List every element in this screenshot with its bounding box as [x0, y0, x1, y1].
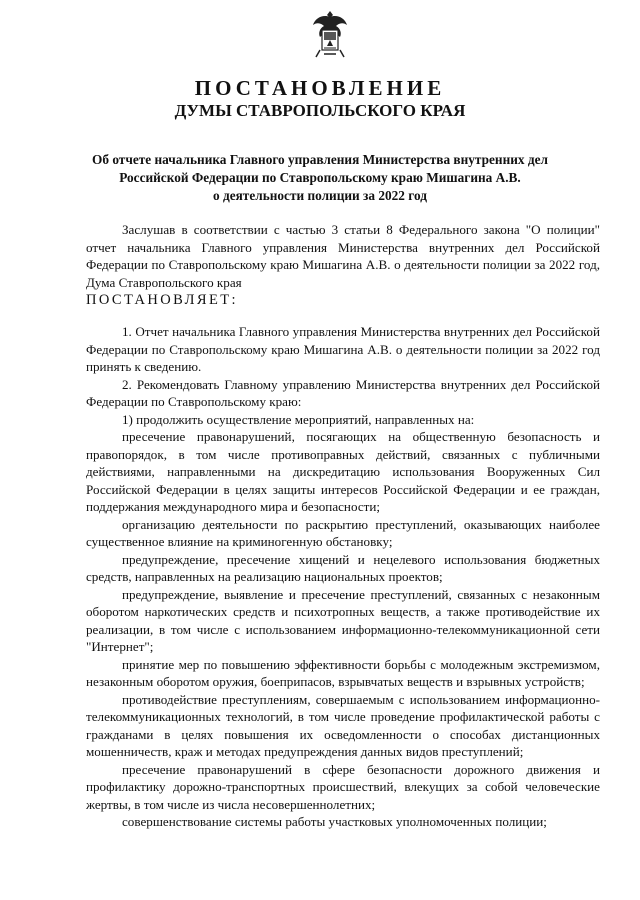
- issuing-body: ДУМЫ СТАВРОПОЛЬСКОГО КРАЯ: [174, 101, 466, 120]
- resolution-item: пресечение правонарушений в сфере безопасности дорожного движения и профилактику дорожно-транспортных происшествий, влекущих за собой человеческие жертвы, в том числе из числа несовершеннолетних;: [86, 761, 600, 812]
- subject-line: Российской Федерации по Ставропольскому краю Мишагина А.В.: [119, 170, 521, 185]
- resolution-item: противодействие преступлениям, совершаемым с использованием информационно-телекоммуникационных технологий, в том числе проведение профилактической работы с гражданами в целях повышения их осведомленности о способах дистанционных мошенничеств, краж и методах предупреждения данных видов преступлений;: [86, 691, 600, 759]
- resolution-body: [86, 323, 600, 831]
- resolution-item: предупреждение, выявление и пресечение преступлений, связанных с незаконным оборотом наркотических средств и психотропных веществ, а также противодействие их реализации, в том числе с использованием информационно-телекоммуникационной сети "Интернет";: [86, 586, 600, 654]
- resolution-item: организацию деятельности по раскрытию преступлений, оказывающих наиболее существенное влияние на криминогенную обстановку;: [86, 516, 600, 549]
- preamble-paragraph: Заслушав в соответствии с частью 3 статьи 8 Федерального закона "О полиции" отчет начальника Главного управления Министерства внутренних дел Российской Федерации по Ставропольскому краю Мишагина А.В. о деятельности полиции за 2022 год, Дума Ставропольского края: [86, 222, 600, 290]
- subject-line: о деятельности полиции за 2022 год: [213, 188, 427, 203]
- resolution-item: совершенствование системы работы участковых уполномоченных полиции;: [122, 814, 547, 829]
- resolution-item: 1. Отчет начальника Главного управления Министерства внутренних дел Российской Федерации по Ставропольскому краю Мишагина А.В. о деятельности полиции за 2022 год принять к сведению.: [86, 324, 600, 374]
- resolution-item: предупреждение, пресечение хищений и нецелевого использования бюджетных средств, направленных на реализацию национальных проектов;: [86, 551, 600, 584]
- resolution-item: 1) продолжить осуществление мероприятий, направленных на:: [122, 411, 475, 427]
- coat-of-arms-icon: [310, 10, 350, 60]
- resolution-item: принятие мер по повышению эффективности борьбы с молодежным экстремизмом, незаконным оборотом оружия, боеприпасов, взрывчатых веществ и взрывных устройств;: [86, 656, 600, 689]
- resolution-item: 2. Рекомендовать Главному управлению Министерства внутренних дел Российской Федерации по Ставропольскому краю:: [86, 376, 600, 409]
- decree-heading: ПОСТАНОВЛЯЕТ:: [86, 292, 238, 308]
- document-subject: [80, 151, 560, 205]
- resolution-item: пресечение правонарушений, посягающих на общественную безопасность и правопорядок, в том числе противоправных действий, связанных с публичными действиями, направленными на дискредитацию использования Вооруженных Сил Российской Федерации в целях защиты интересов Российской Федерации и ее граждан, поддержания международного мира и безопасности;: [86, 429, 600, 514]
- document-title: ПОСТАНОВЛЕНИЕ: [194, 76, 446, 100]
- subject-line: Об отчете начальника Главного управления Министерства внутренних дел: [92, 152, 548, 167]
